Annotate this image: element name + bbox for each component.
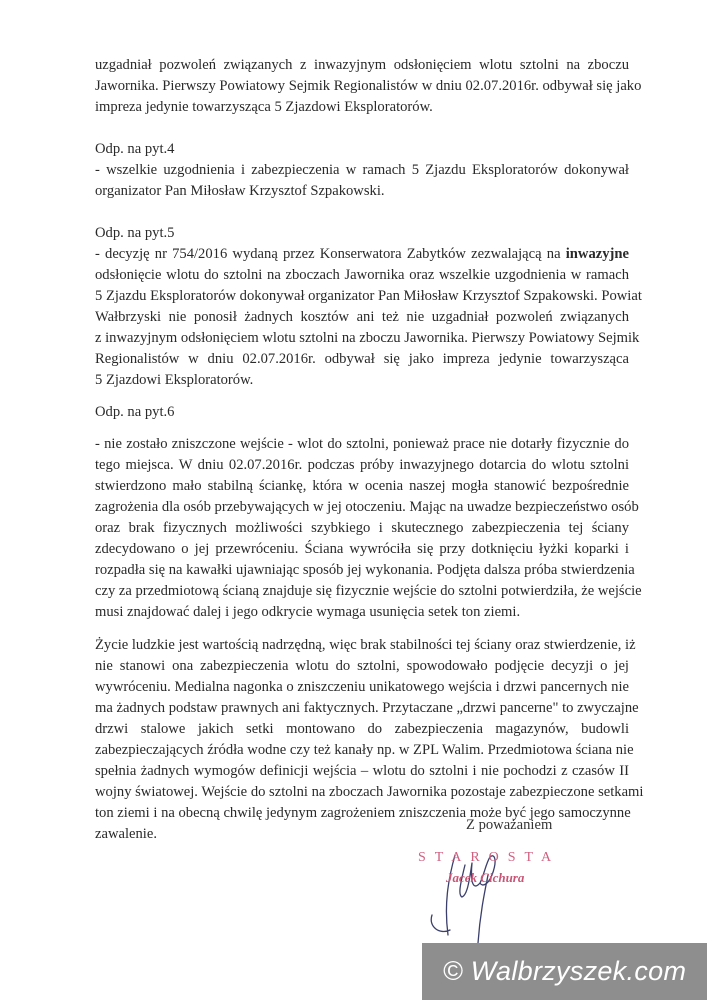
text-line — [95, 635, 636, 656]
text-line-content: - nie zostało zniszczone wejście - wlot do sztolni, ponieważ prace nie dotarły fizycznie do — [95, 436, 629, 452]
text-line — [95, 434, 629, 455]
text-line-content: nie stanowi ona zabezpieczenia wlotu do sztolni, spowodowało podjęcie decyzji o jej — [95, 658, 629, 674]
text-line — [95, 139, 629, 160]
text-line — [95, 265, 629, 286]
text-line — [95, 719, 629, 740]
text-line-content: z inwazyjnym odsłonięciem wlotu sztolni na zboczu Jawornika. Pierwszy Powiatowy Sejmik — [95, 330, 640, 346]
text-line-content: 5 Zjazdu Eksploratorów dokonywał organizator Pan Miłosław Krzysztof Szpakowski. Powiat — [95, 288, 642, 304]
text-line-content: tego miejsca. W dniu 02.07.2016r. podczas próby inwazyjnego dotarcia do wlotu sztolni — [95, 457, 629, 473]
text-line-content: Regionalistów w dniu 02.07.2016r. odbywał się jako impreza jedynie towarzysząca — [95, 351, 629, 367]
text-line-content: spełnia żadnych wymogów definicji wejścia – wlotu do sztolni i nie pochodzi z czasów II — [95, 763, 629, 779]
text-line-content: - decyzję nr 754/2016 wydaną przez Konserwatora Zabytków zezwalającą na — [95, 246, 561, 262]
bold-emphasis: inwazyjne — [565, 246, 629, 262]
text-line-content: Odp. na pyt.5 — [95, 225, 175, 241]
text-line-content: Wałbrzyski nie ponosił żadnych kosztów ani też nie uzgadniał pozwoleń związanych — [95, 309, 629, 325]
text-line — [95, 223, 629, 244]
text-line — [95, 476, 629, 497]
text-line — [95, 698, 639, 719]
text-line-content: odsłonięcie wlotu do sztolni na zboczach Jawornika oraz wszelkie uzgodnienia w ramach — [95, 267, 629, 283]
text-line — [95, 244, 629, 265]
text-line-content: zawalenie. — [95, 826, 157, 842]
text-line-content: Odp. na pyt.6 — [95, 404, 175, 420]
text-line — [95, 677, 629, 698]
closing-salutation: Z poważaniem — [466, 817, 553, 833]
text-line-content: Odp. na pyt.4 — [95, 141, 175, 157]
text-line — [95, 97, 629, 118]
stamp-name: Jacek Cichura — [446, 870, 525, 885]
text-line-content: zabezpieczających źródła wodne czy też kanały np. w ZPL Walim. Przedmiotowa ściana nie — [95, 742, 634, 758]
text-line — [95, 55, 629, 76]
text-line — [95, 761, 629, 782]
stamp-title: STAROSTA — [418, 850, 561, 865]
text-line — [95, 402, 629, 423]
site-watermark: © Walbrzyszek.com — [422, 943, 707, 1000]
text-line-content: musi znajdować dalej i jego odkrycie wymaga usunięcia setek ton ziemi. — [95, 604, 521, 620]
text-line-content: stwierdzono mało stabilną ściankę, która w ocenia naszej mogła stanowić bezpośrednie — [95, 478, 629, 494]
text-line — [95, 76, 642, 97]
text-line-content: zagrożenia dla osób przebywających w jej otoczeniu. Mając na uwadze bezpieczeństwo osób — [95, 499, 639, 515]
text-line-content: drzwi stalowe jakich setki montowano do zabezpieczenia magazynów, budowli — [95, 721, 629, 737]
text-line-content: organizator Pan Miłosław Krzysztof Szpakowski. — [95, 183, 385, 199]
text-line — [95, 581, 642, 602]
text-line-content: czy za przedmiotową ścianą znajduje się fizycznie wejście do sztolni potwierdziła, że wejście — [95, 583, 642, 599]
text-line — [95, 328, 640, 349]
text-line — [95, 497, 639, 518]
text-line-content: wywróceniu. Medialna nagonka o zniszczeniu unikatowego wejścia i drzwi pancernych nie — [95, 679, 629, 695]
text-line-content: ma żadnych podstaw prawnych ani faktycznych. Przytaczane „drzwi pancerne" to zwyczajne — [95, 700, 639, 716]
text-line — [95, 307, 629, 328]
text-line — [95, 370, 629, 391]
text-line — [95, 286, 642, 307]
text-line — [95, 539, 629, 560]
text-line — [95, 656, 629, 677]
text-line — [95, 782, 644, 803]
text-line-content: oraz brak fizycznych możliwości szybkiego i skutecznego zabezpieczenia tej ściany — [95, 520, 629, 536]
text-line — [95, 181, 629, 202]
text-line-content: Jawornika. Pierwszy Powiatowy Sejmik Regionalistów w dniu 02.07.2016r. odbywał się jako — [95, 78, 642, 94]
text-line — [95, 560, 635, 581]
text-line-content: rozpadła się na kawałki ujawniając sposób jej wykonania. Podjęta dalsza próba stwierdzenia — [95, 562, 635, 578]
text-line — [95, 160, 629, 181]
text-line-content: wojny światowej. Wejście do sztolni na zboczach Jawornika pozostaje zabezpieczone setkami — [95, 784, 644, 800]
text-line — [95, 740, 634, 761]
text-line-content: - wszelkie uzgodnienia i zabezpieczenia w ramach 5 Zjazdu Eksploratorów dokonywał — [95, 162, 629, 178]
text-line-content: ton ziemi i na obecną chwilę jedynym zagrożeniem zniszczenia może być jego samoczynne — [95, 805, 631, 821]
text-line-content: Życie ludzkie jest wartością nadrzędną, więc brak stabilności tej ściany oraz stwierdzenie, iż — [95, 637, 636, 653]
text-line — [95, 602, 629, 623]
text-line — [95, 349, 629, 370]
text-line — [95, 518, 629, 539]
text-line-content: 5 Zjazdowi Eksploratorów. — [95, 372, 254, 388]
text-line-content: uzgadniał pozwoleń związanych z inwazyjnym odsłonięciem wlotu sztolni na zboczu — [95, 57, 629, 73]
text-line-content: impreza jedynie towarzysząca 5 Zjazdowi Eksploratorów. — [95, 99, 433, 115]
text-line — [95, 455, 629, 476]
text-line-content: zdecydowano o jej przewróceniu. Ściana wywróciła się przy dotknięciu łyżki koparki i — [95, 541, 629, 557]
